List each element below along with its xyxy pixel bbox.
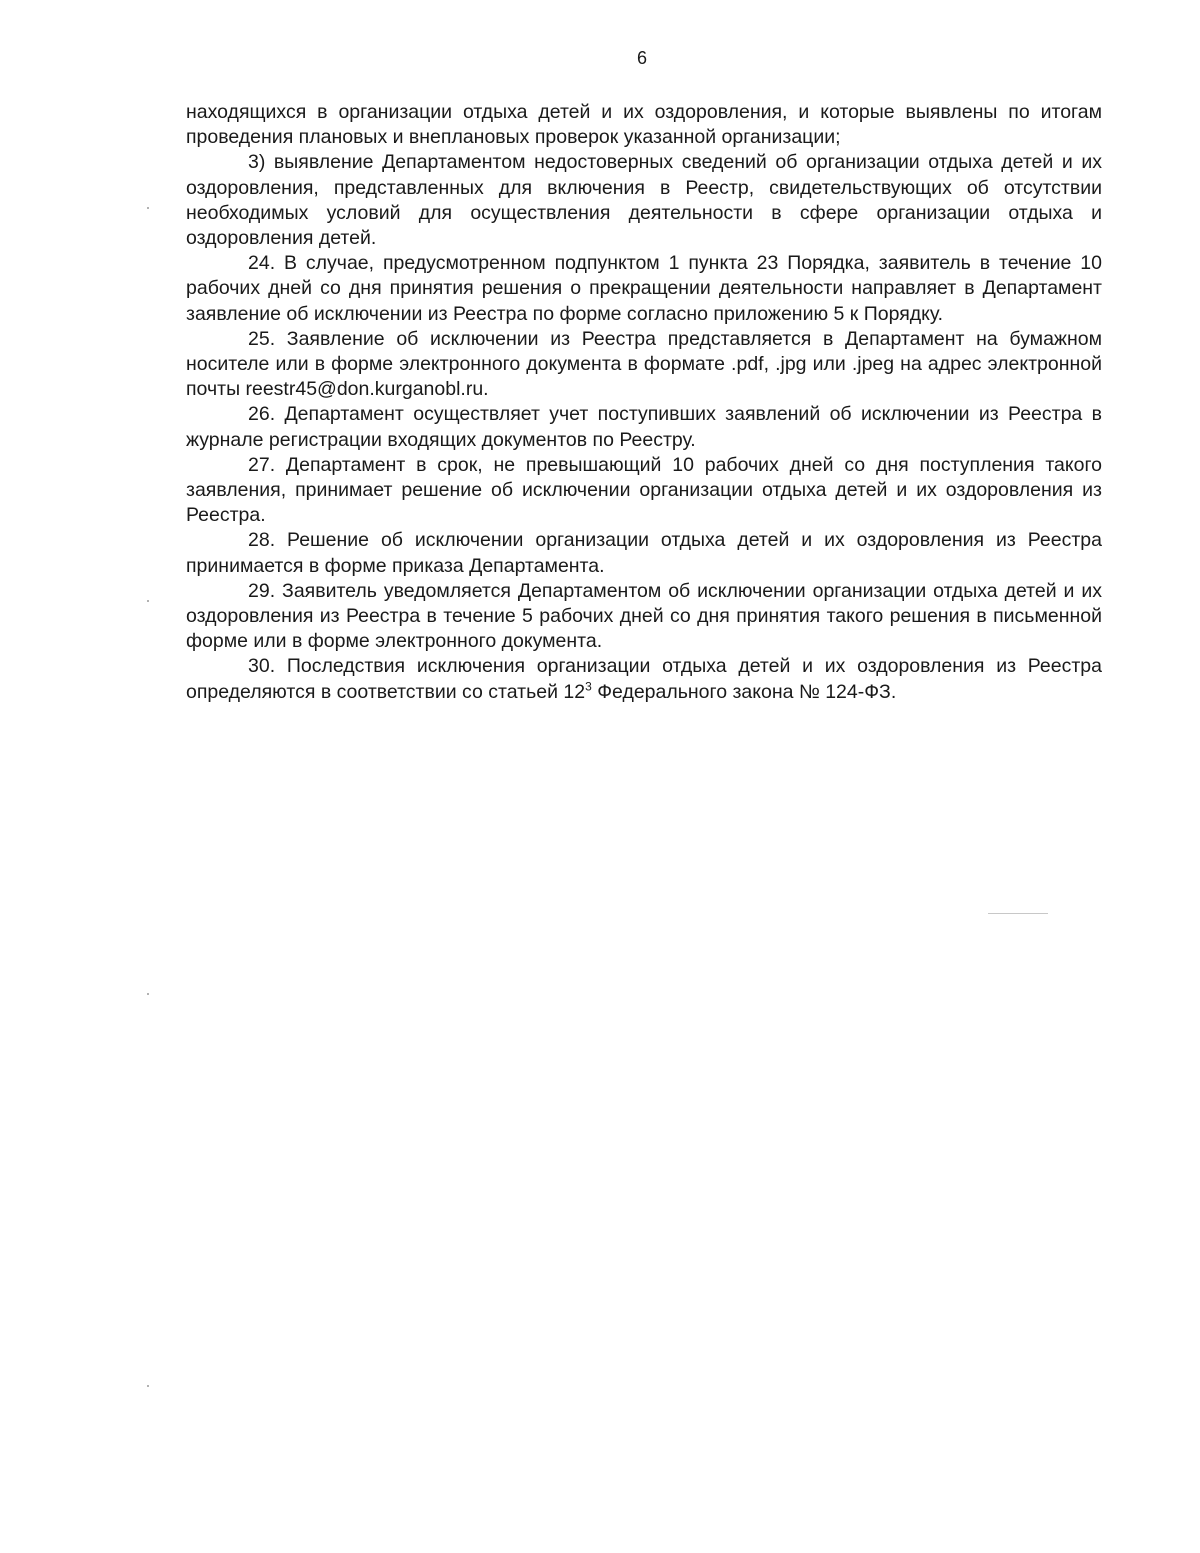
scan-mark [988, 913, 1048, 914]
article-superscript: 3 [585, 679, 592, 694]
paragraph-24: 24. В случае, предусмотренном подпунктом 1 пункта 23 Порядка, заявитель в течение 10 рабочих дней со дня принятия решения о прекращении деятельности направляет в Департамент заявление об исключении из Реестра по форме согласно приложению 5 к Порядку. [186, 252, 1102, 325]
paragraph-30-text-before: 30. Последствия исключения организации отдыха детей и их оздоровления из Реестра определяются в соответствии со статьей 12 [186, 655, 1102, 703]
paragraph-28: 28. Решение об исключении организации отдыха детей и их оздоровления из Реестра принимается в форме приказа Департамента. [186, 529, 1102, 577]
scan-speck [147, 207, 149, 209]
paragraph-continuation: находящихся в организации отдыха детей и их оздоровления, и которые выявлены по итогам проведения плановых и внеплановых проверок указанной организации; [186, 101, 1102, 149]
document-body [186, 100, 1102, 705]
paragraph-subitem-3: 3) выявление Департаментом недостоверных сведений об организации отдыха детей и их оздоровления, представленных для включения в Реестр, свидетельствующих об отсутствии необходимых условий для осуществления деятельности в сфере организации отдыха и оздоровления детей. [186, 151, 1102, 250]
paragraph-30 [186, 654, 1102, 704]
paragraph-26: 26. Департамент осуществляет учет поступивших заявлений об исключении из Реестра в журнале регистрации входящих документов по Реестру. [186, 403, 1102, 451]
scan-speck [147, 993, 149, 995]
scan-speck [147, 1385, 149, 1387]
paragraph-29: 29. Заявитель уведомляется Департаментом об исключении организации отдыха детей и их оздоровления из Реестра в течение 5 рабочих дней со дня принятия такого решения в письменной форме или в форме электронного документа. [186, 579, 1102, 653]
paragraph-27: 27. Департамент в срок, не превышающий 10 рабочих дней со дня поступления такого заявления, принимает решение об исключении организации отдыха детей и их оздоровления из Реестра. [186, 453, 1102, 527]
paragraph-30-text-after: Федерального закона № 124-ФЗ. [591, 680, 897, 703]
paragraph-25: 25. Заявление об исключении из Реестра представляется в Департамент на бумажном носителе или в форме электронного документа в формате .pdf, .jpg или .jpeg на адрес электронной почты reestr45@don.kurganobl.ru. [186, 327, 1102, 401]
page-number: 6 [636, 48, 647, 68]
scan-speck [147, 600, 149, 602]
